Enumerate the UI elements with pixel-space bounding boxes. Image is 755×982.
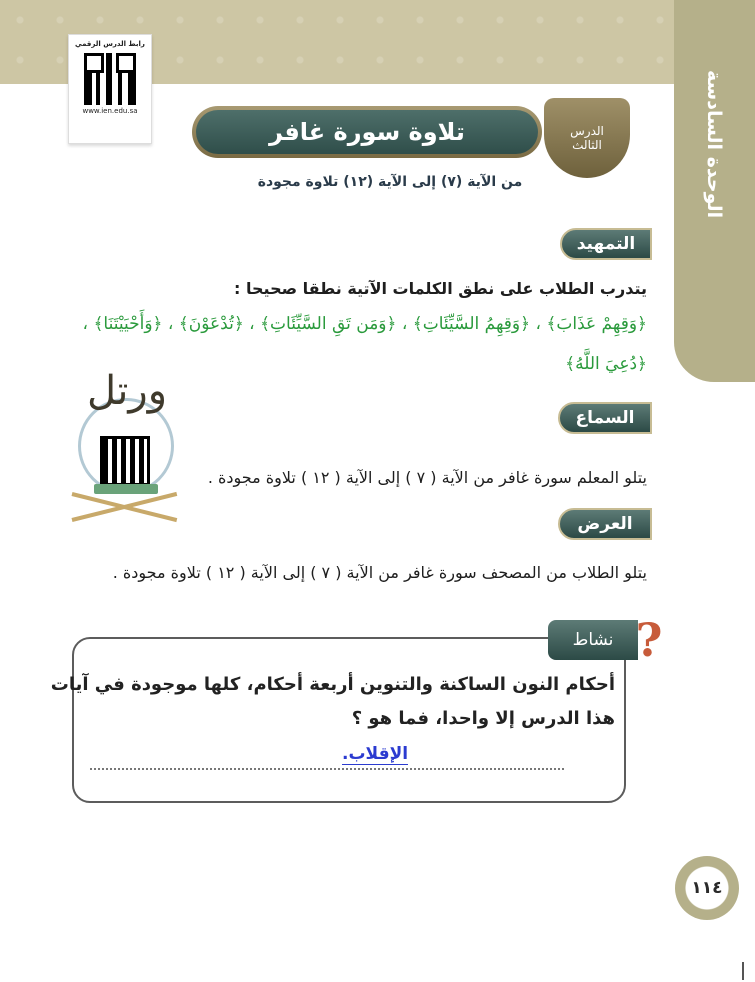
qr-code-icon[interactable] [84,53,136,105]
lesson-badge-line2: الثالث [572,138,602,152]
activity-tag: نشاط [548,620,638,660]
quran-words-line1: ﴿وَقِهِمْ عَذَابَ﴾ ، ﴿وَقِهِمُ السَّيِّئَاتِ﴾ ، ﴿وَمَن تَقِ السَّيِّئَاتِ﴾ ، ﴿تُدْعَوْنَ﴾ ، ﴿وَأَحْيَيْتَنَا﴾ ، [82,314,647,334]
activity-question-line2: هذا الدرس إلا واحدا، فما هو ؟ [351,708,615,729]
digital-lesson-qr-card[interactable] [68,34,152,144]
section-heading-samaa: السماع [558,402,652,434]
title-plate [192,106,542,158]
section-heading-ard: العرض [558,508,652,540]
lesson-badge [544,98,630,178]
answer-dotted-line [90,768,564,770]
qr-url[interactable]: www.ien.edu.sa [82,107,138,115]
book-stand-icon [72,492,180,526]
question-mark-icon: ? [635,613,663,667]
section-heading-tamheed: التمهيد [560,228,652,260]
tamheed-instruction: يتدرب الطلاب على نطق الكلمات الآتية نطقا صحيحا : [234,279,647,298]
lesson-title: تلاوة سورة غافر [196,110,538,154]
lesson-subtitle: من الآية (٧) إلى الآية (١٢) تلاوة مجودة [257,174,523,190]
page-number: ١١٤ [675,856,739,920]
quran-words-line2: ﴿دُعِيَ اللَّهُ﴾ [565,354,647,374]
ard-text: يتلو الطلاب من المصحف سورة غافر من الآية ( ٧ ) إلى الآية ( ١٢ ) تلاوة مجودة . [112,563,647,582]
activity-answer[interactable]: الإقلاب. [342,744,409,764]
lesson-badge-line1: الدرس [570,124,604,138]
tartil-qr-icon[interactable] [100,436,150,486]
tartil-word: ورتل [86,368,168,414]
activity-question-line1: أحكام النون الساكنة والتنوين أربعة أحكام، كلها موجودة في آيات [50,674,615,695]
qr-title: رابط الدرس الرقمي [75,40,145,48]
samaa-text: يتلو المعلم سورة غافر من الآية ( ٧ ) إلى الآية ( ١٢ ) تلاوة مجودة . [207,468,647,487]
lesson-title-banner [192,98,632,168]
tartil-illustration[interactable] [64,368,188,538]
edge-mark [742,962,744,980]
unit-label: الوحدة السادسة [703,70,725,219]
